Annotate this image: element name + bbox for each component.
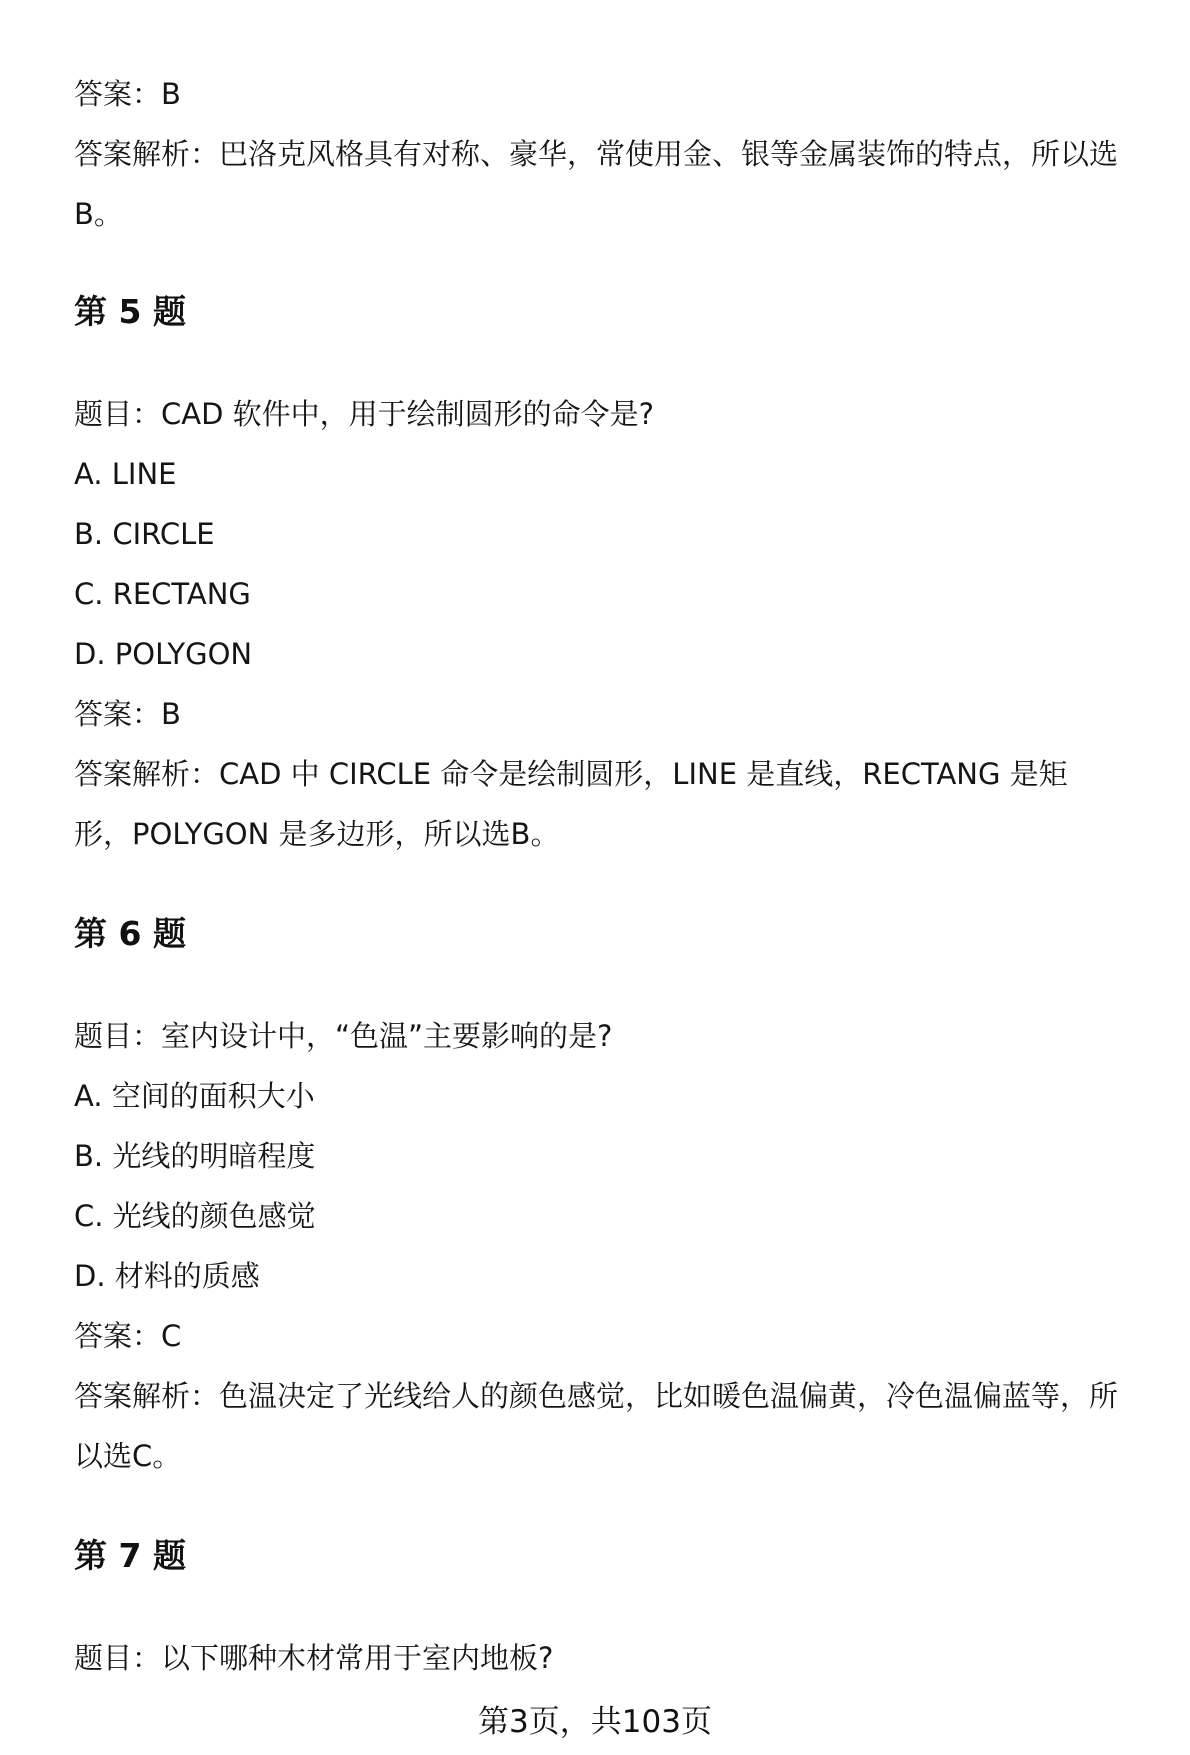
q5-explanation-line1: 答案解析：CAD 中 CIRCLE 命令是绘制圆形，LINE 是直线，RECTANG 是矩 — [74, 757, 1068, 791]
page-indicator: 第3页，共103页 — [478, 1704, 712, 1740]
q5-question: 题目：CAD 软件中，用于绘制圆形的命令是? — [74, 397, 655, 431]
q7-heading: 第 7 题 — [74, 1536, 186, 1575]
q5-option-d: D. POLYGON — [74, 637, 253, 671]
q6-answer: 答案：C — [74, 1319, 182, 1353]
q5-answer: 答案：B — [74, 697, 181, 731]
q6-option-a: A. 空间的面积大小 — [74, 1079, 315, 1113]
q4-explanation-line2: B。 — [74, 197, 123, 231]
q6-option-c: C. 光线的颜色感觉 — [74, 1199, 316, 1233]
q4-explanation-line1: 答案解析：巴洛克风格具有对称、豪华，常使用金、银等金属装饰的特点，所以选 — [74, 137, 1119, 171]
q7-question: 题目：以下哪种木材常用于室内地板? — [74, 1641, 554, 1675]
q6-option-d: D. 材料的质感 — [74, 1259, 260, 1293]
q6-explanation-line1: 答案解析：色温决定了光线给人的颜色感觉，比如暖色温偏黄，冷色温偏蓝等，所 — [74, 1379, 1119, 1413]
q6-question: 题目：室内设计中，“色温”主要影响的是? — [74, 1019, 613, 1053]
q6-explanation-line2: 以选C。 — [74, 1439, 182, 1473]
q6-heading: 第 6 题 — [74, 914, 186, 953]
q6-option-b: B. 光线的明暗程度 — [74, 1139, 316, 1173]
q5-option-c: C. RECTANG — [74, 577, 251, 611]
q5-option-a: A. LINE — [74, 457, 177, 491]
q4-answer: 答案：B — [74, 77, 181, 111]
q5-option-b: B. CIRCLE — [74, 517, 215, 551]
q5-heading: 第 5 题 — [74, 292, 186, 331]
q5-explanation-line2: 形，POLYGON 是多边形，所以选B。 — [74, 817, 560, 851]
